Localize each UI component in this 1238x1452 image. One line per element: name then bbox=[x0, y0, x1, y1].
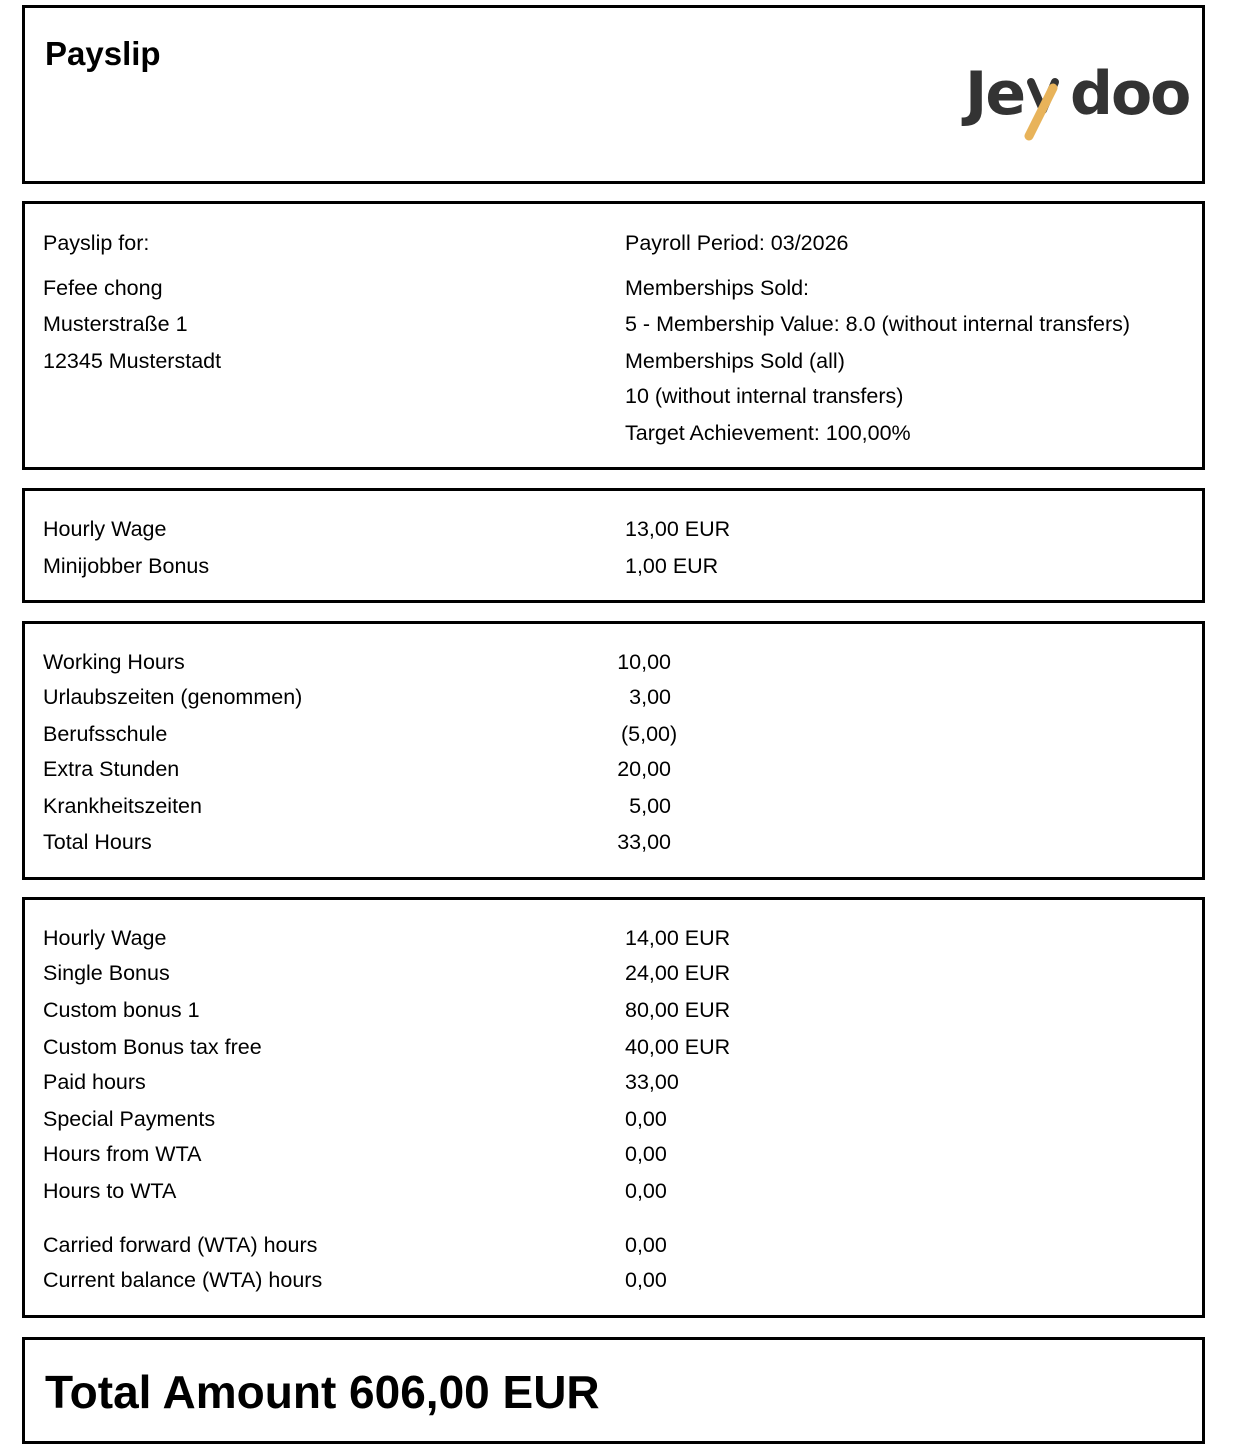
payment-value: 0,00 bbox=[625, 1179, 667, 1203]
payment-value: 24,00 EUR bbox=[625, 961, 731, 985]
rate-label: Hourly Wage bbox=[43, 517, 167, 541]
hours-value: 5,00 bbox=[629, 794, 671, 818]
memberships-sold-all-label: Memberships Sold (all) bbox=[625, 349, 845, 373]
payments-section bbox=[22, 897, 1205, 1318]
payslip-for-label: Payslip for: bbox=[43, 231, 150, 255]
jeydoo-logo bbox=[945, 48, 1190, 140]
total-amount: Total Amount 606,00 EUR bbox=[45, 1366, 600, 1418]
hours-label: Krankheitszeiten bbox=[43, 794, 202, 818]
hours-section bbox=[22, 621, 1205, 880]
payment-value: 33,00 bbox=[625, 1070, 679, 1094]
payroll-period: Payroll Period: 03/2026 bbox=[625, 231, 849, 255]
employee-street: Musterstraße 1 bbox=[43, 312, 188, 336]
hours-value: (5,00) bbox=[621, 722, 678, 746]
membership-value: 5 - Membership Value: 8.0 (without internal transfers) bbox=[625, 312, 1131, 336]
hours-label: Working Hours bbox=[43, 650, 185, 674]
total-section bbox=[22, 1337, 1205, 1444]
payment-value: 14,00 EUR bbox=[625, 926, 731, 950]
page-title: Payslip bbox=[45, 35, 161, 72]
payment-label: Custom Bonus tax free bbox=[43, 1035, 262, 1059]
hours-label: Extra Stunden bbox=[43, 757, 180, 781]
memberships-sold-all-value: 10 (without internal transfers) bbox=[625, 384, 904, 408]
payment-label: Carried forward (WTA) hours bbox=[43, 1233, 318, 1257]
rate-label: Minijobber Bonus bbox=[43, 554, 210, 578]
hours-value: 3,00 bbox=[629, 685, 671, 709]
payment-value: 0,00 bbox=[625, 1268, 667, 1292]
svg-text:Je: Je bbox=[965, 59, 1025, 129]
hours-label: Berufsschule bbox=[43, 722, 168, 746]
payment-label: Hourly Wage bbox=[43, 926, 167, 950]
payment-label: Current balance (WTA) hours bbox=[43, 1268, 323, 1292]
payment-label: Hours from WTA bbox=[43, 1142, 202, 1166]
payment-label: Hours to WTA bbox=[43, 1179, 177, 1203]
hours-total-label: Total Hours bbox=[43, 830, 152, 854]
payment-label: Paid hours bbox=[43, 1070, 146, 1094]
payment-label: Single Bonus bbox=[43, 961, 170, 985]
rates-section bbox=[22, 488, 1205, 603]
hours-value: 10,00 bbox=[617, 650, 671, 674]
payment-label: Custom bonus 1 bbox=[43, 998, 200, 1022]
employee-period-section bbox=[22, 201, 1205, 470]
payment-value: 0,00 bbox=[625, 1233, 667, 1257]
hours-label: Urlaubszeiten (genommen) bbox=[43, 685, 303, 709]
payment-label: Special Payments bbox=[43, 1107, 216, 1131]
payment-value: 0,00 bbox=[625, 1107, 667, 1131]
payment-value: 80,00 EUR bbox=[625, 998, 731, 1022]
payment-value: 40,00 EUR bbox=[625, 1035, 731, 1059]
hours-total-value: 33,00 bbox=[617, 830, 671, 854]
employee-name: Fefee chong bbox=[43, 276, 163, 300]
target-achievement: Target Achievement: 100,00% bbox=[625, 421, 911, 445]
memberships-sold-label: Memberships Sold: bbox=[625, 276, 810, 300]
employee-city: 12345 Musterstadt bbox=[43, 349, 222, 373]
svg-text:doo: doo bbox=[1070, 59, 1190, 129]
rate-value: 1,00 EUR bbox=[625, 554, 719, 578]
payment-value: 0,00 bbox=[625, 1142, 667, 1166]
rate-value: 13,00 EUR bbox=[625, 517, 731, 541]
hours-value: 20,00 bbox=[617, 757, 671, 781]
